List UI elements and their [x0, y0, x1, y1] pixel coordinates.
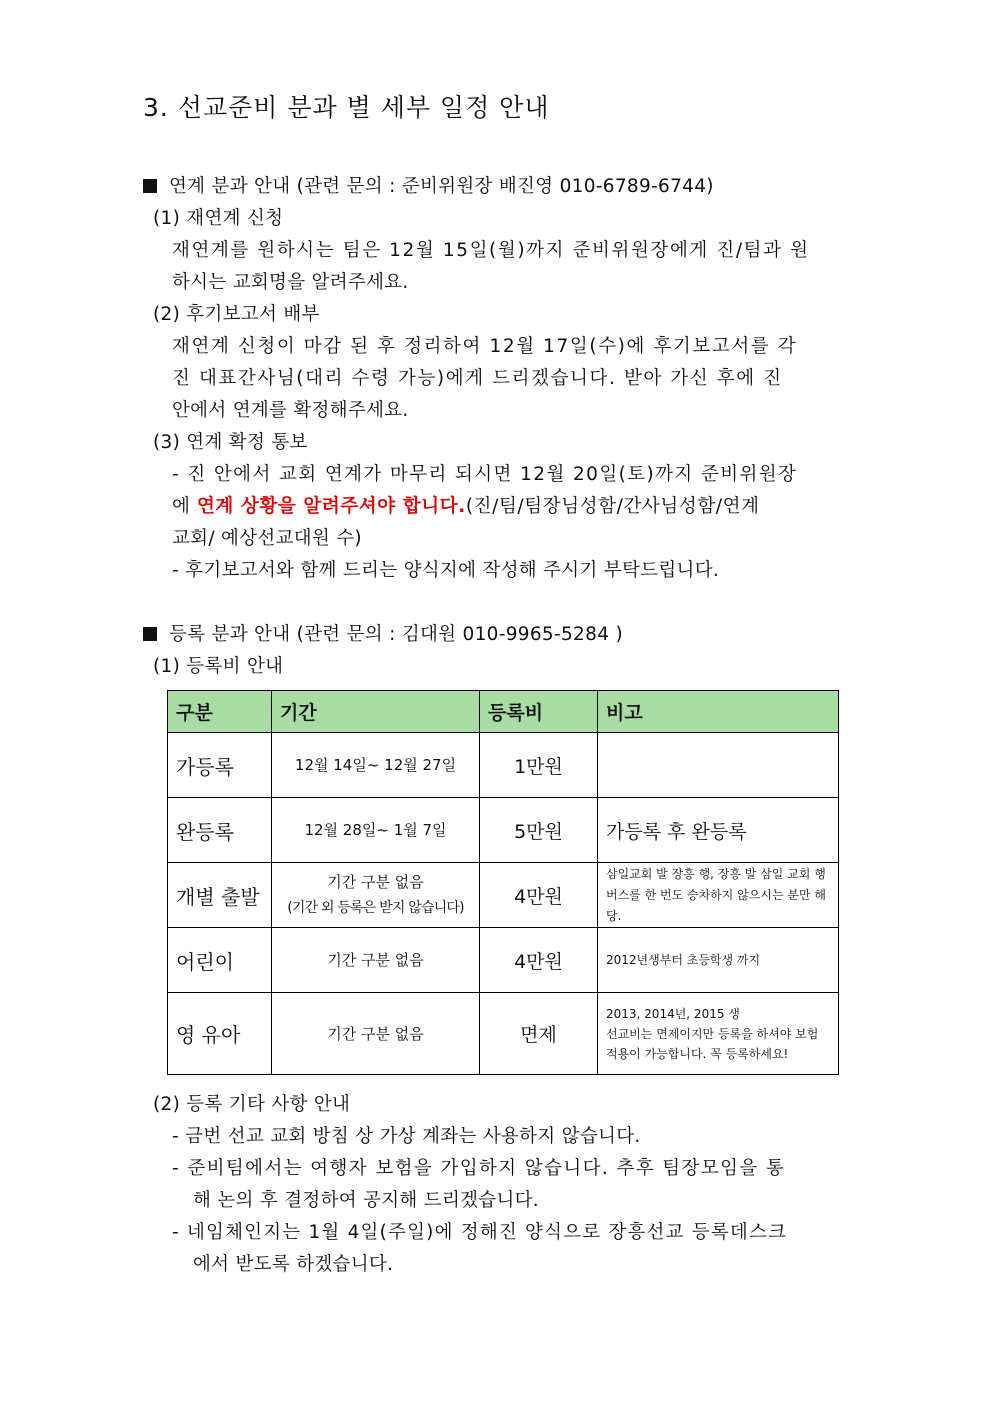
- registration-fee-table: [167, 690, 839, 1075]
- table-header-cell: 구분: [168, 691, 272, 733]
- section2-item2-line5: 에서 받도록 하겠습니다.: [193, 1254, 394, 1275]
- table-row: [168, 798, 839, 863]
- table-cell: 4만원: [480, 863, 598, 928]
- table-row: [168, 993, 839, 1075]
- section1-item1-line1: 재연계를 원하시는 팀은 12월 15일(월)까지 준비위원장에게 진/팀과 원: [172, 240, 810, 261]
- section1-item2-line2: 진 대표간사님(대리 수령 가능)에게 드리겠습니다. 받아 가신 후에 진: [172, 368, 783, 389]
- table-cell: 개별 출발: [168, 863, 272, 928]
- table-cell: 12월 14일~ 12월 27일: [272, 733, 480, 798]
- section1-item3-line4: - 후기보고서와 함께 드리는 양식지에 작성해 주시기 부탁드립니다.: [172, 560, 720, 581]
- section1-item2-title: (2) 후기보고서 배부: [153, 304, 320, 325]
- section1-item3-line3: 교회/ 예상선교대원 수): [172, 528, 362, 549]
- table-cell: 2012년생부터 초등학생 까지: [598, 928, 839, 993]
- table-row: [168, 928, 839, 993]
- section2-item2-line2: - 준비팀에서는 여행자 보험을 가입하지 않습니다. 추후 팀장모임을 통: [172, 1158, 786, 1179]
- section2-item2-line3: 해 논의 후 결정하여 공지해 드리겠습니다.: [193, 1190, 539, 1211]
- table-cell: 영 유아: [168, 993, 272, 1075]
- section1-item1-line2: 하시는 교회명을 알려주세요.: [172, 272, 409, 293]
- table-header-cell: 등록비: [480, 691, 598, 733]
- section1-header: 연계 분과 안내 (관련 문의 : 준비위원장 배진영 010-6789-6744): [143, 172, 714, 198]
- table-cell: 기간 구분 없음: [272, 993, 480, 1075]
- section1-item2-line1: 재연계 신청이 마감 된 후 정리하여 12월 17일(수)에 후기보고서를 각: [172, 336, 798, 357]
- table-cell: 12월 28일~ 1월 7일: [272, 798, 480, 863]
- square-bullet-icon: [143, 179, 157, 193]
- table-cell: 기간 구분 없음 (기간 외 등록은 받지 않습니다): [272, 863, 480, 928]
- section2-header: 등록 분과 안내 (관련 문의 : 김대원 010-9965-5284 ): [143, 620, 623, 646]
- section2-item2-title: (2) 등록 기타 사항 안내: [153, 1094, 351, 1115]
- table-row: [168, 863, 839, 928]
- section2-item1-title: (1) 등록비 안내: [153, 656, 284, 677]
- section2-item2-line4: - 네임체인지는 1월 4일(주일)에 정해진 양식으로 장흥선교 등록데스크: [172, 1222, 788, 1243]
- table-cell: 가등록 후 완등록: [598, 798, 839, 863]
- table-cell: 면제: [480, 993, 598, 1075]
- table-header-cell: 비고: [598, 691, 839, 733]
- section1-item3-title: (3) 연계 확정 통보: [153, 432, 308, 453]
- page-title: 3. 선교준비 분과 별 세부 일정 안내: [143, 93, 550, 122]
- section1-item3-line1: - 진 안에서 교회 연계가 마무리 되시면 12월 20일(토)까지 준비위원장: [172, 464, 798, 485]
- table-cell: 1만원: [480, 733, 598, 798]
- table-cell: 완등록: [168, 798, 272, 863]
- table-cell: 2013, 2014년, 2015 생 선교비는 면제이지만 등록을 하셔야 보험 적용이 가능합니다. 꼭 등록하세요!: [598, 993, 839, 1075]
- table-cell: 기간 구분 없음: [272, 928, 480, 993]
- table-cell: 삼일교회 발 장흥 행, 장흥 발 삼일 교회 행 버스를 한 번도 승차하지 않으시는 분만 해당.: [598, 863, 839, 928]
- section1-item1-title: (1) 재연계 신청: [153, 208, 284, 229]
- table-header-cell: 기간: [272, 691, 480, 733]
- highlight-notice: 연계 상황을 알려주셔야 합니다.: [196, 496, 466, 517]
- square-bullet-icon: [143, 627, 157, 641]
- table-cell: 4만원: [480, 928, 598, 993]
- section1-item3-line2: 에 연계 상황을 알려주셔야 합니다.(진/팀/팀장님성함/간사님성함/연계: [172, 496, 760, 517]
- section1-item2-line3: 안에서 연계를 확정해주세요.: [172, 400, 409, 421]
- table-cell: 어린이: [168, 928, 272, 993]
- table-cell: 가등록: [168, 733, 272, 798]
- table-cell: [598, 733, 839, 798]
- table-row: [168, 733, 839, 798]
- section2-item2-line1: - 금번 선교 교회 방침 상 가상 계좌는 사용하지 않습니다.: [172, 1126, 641, 1147]
- table-cell: 5만원: [480, 798, 598, 863]
- table-header-row: [168, 691, 839, 733]
